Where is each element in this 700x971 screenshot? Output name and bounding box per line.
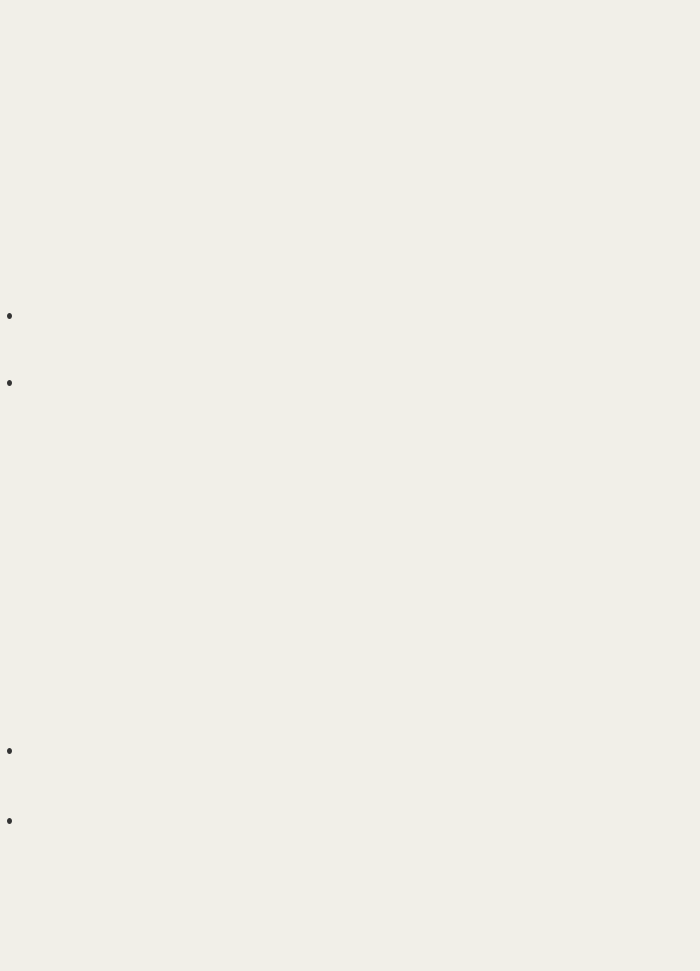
punch-hole <box>7 748 12 754</box>
punch-hole <box>7 818 12 824</box>
punch-hole <box>7 380 12 386</box>
punch-hole <box>7 313 12 319</box>
